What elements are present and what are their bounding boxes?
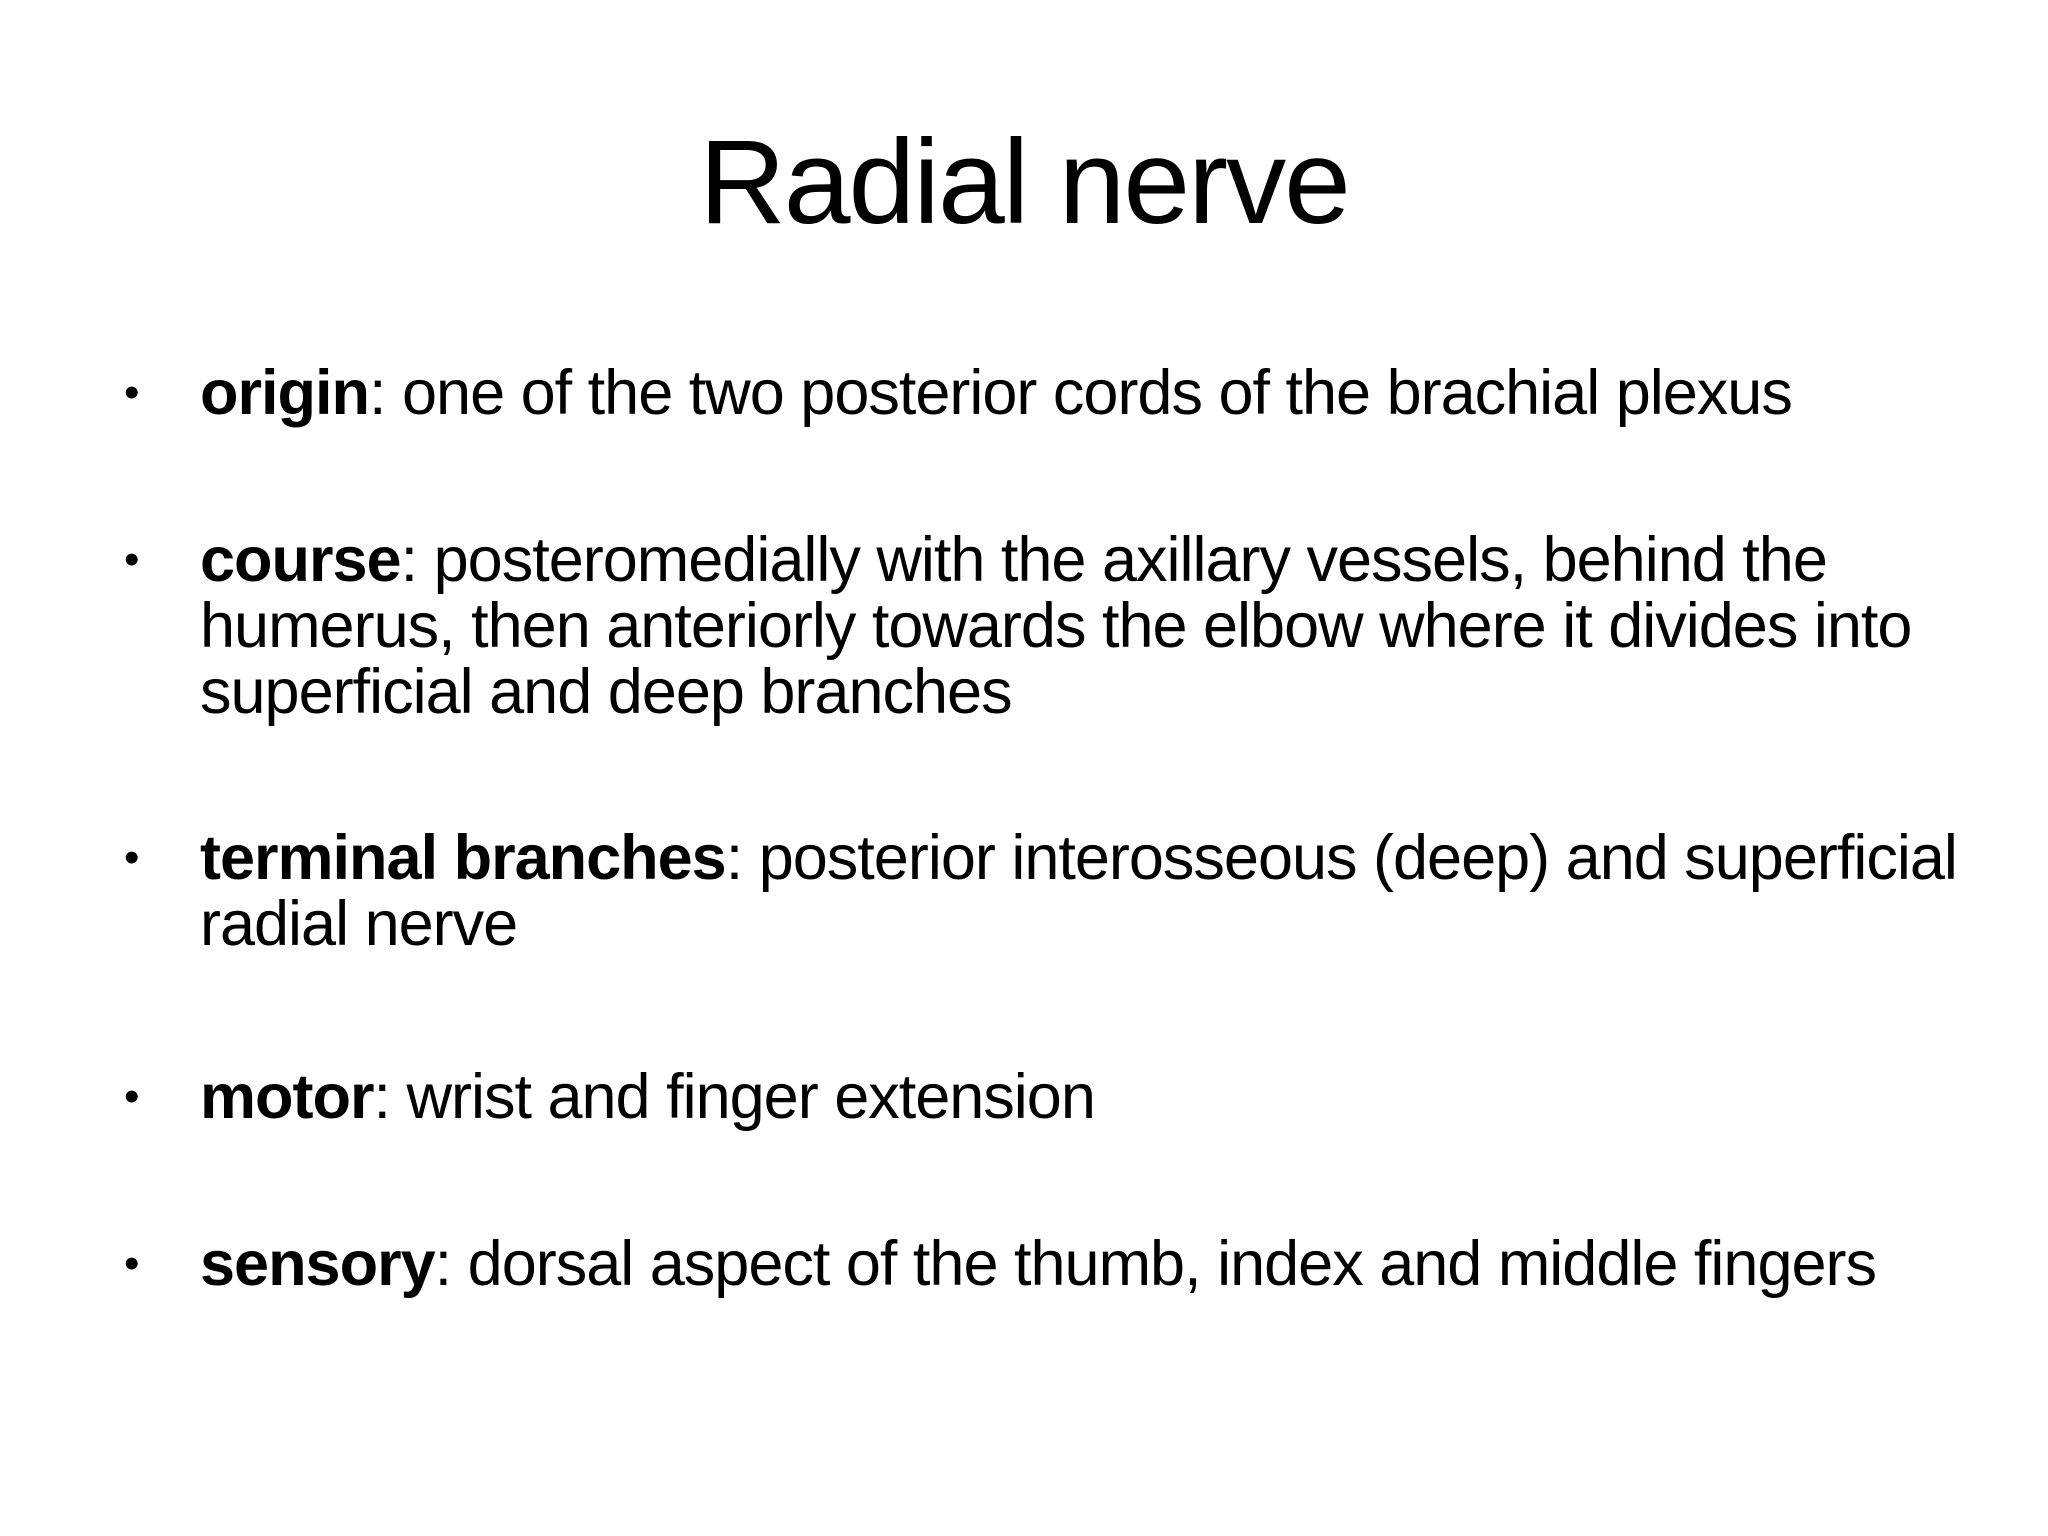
bullet-text: one of the two posterior cords of the brachial plexus	[385, 358, 1792, 428]
bullet-dot-icon: •	[124, 833, 139, 882]
bullet-term: sensory	[200, 1229, 435, 1299]
bullet-text: posteromedially with the axillary vessels, behind the humerus, then anteriorly towards the elbow where it divides into superficial and deep branches	[200, 525, 1912, 727]
bullet-text: dorsal aspect of the thumb, index and middle fingers	[451, 1229, 1877, 1299]
bullet-term: terminal branches	[200, 823, 726, 893]
bullet-term: course	[200, 525, 401, 595]
bullet-dot-icon: •	[124, 1072, 139, 1121]
bullet-term: origin	[200, 358, 369, 428]
bullet-text: posterior interosseous (deep) and superficial radial nerve	[200, 823, 1957, 959]
slide-title: Radial nerve	[699, 115, 1349, 249]
bullet-separator: :	[368, 358, 386, 428]
bullet-dot-icon: •	[124, 535, 139, 584]
bullet-course	[124, 525, 2030, 727]
bullet-text: wrist and finger extension	[390, 1062, 1095, 1132]
bullet-sensory	[124, 1229, 2030, 1299]
bullet-separator: :	[725, 823, 743, 893]
bullet-separator: :	[434, 1229, 452, 1299]
bullet-terminal-branches	[124, 823, 2030, 959]
bullet-motor	[124, 1062, 2030, 1132]
bullet-dot-icon: •	[124, 1239, 139, 1288]
bullet-origin	[124, 358, 2030, 428]
bullet-dot-icon: •	[124, 368, 139, 417]
bullet-separator: :	[373, 1062, 390, 1132]
bullet-separator: :	[400, 525, 418, 595]
bullet-term: motor	[200, 1062, 374, 1132]
